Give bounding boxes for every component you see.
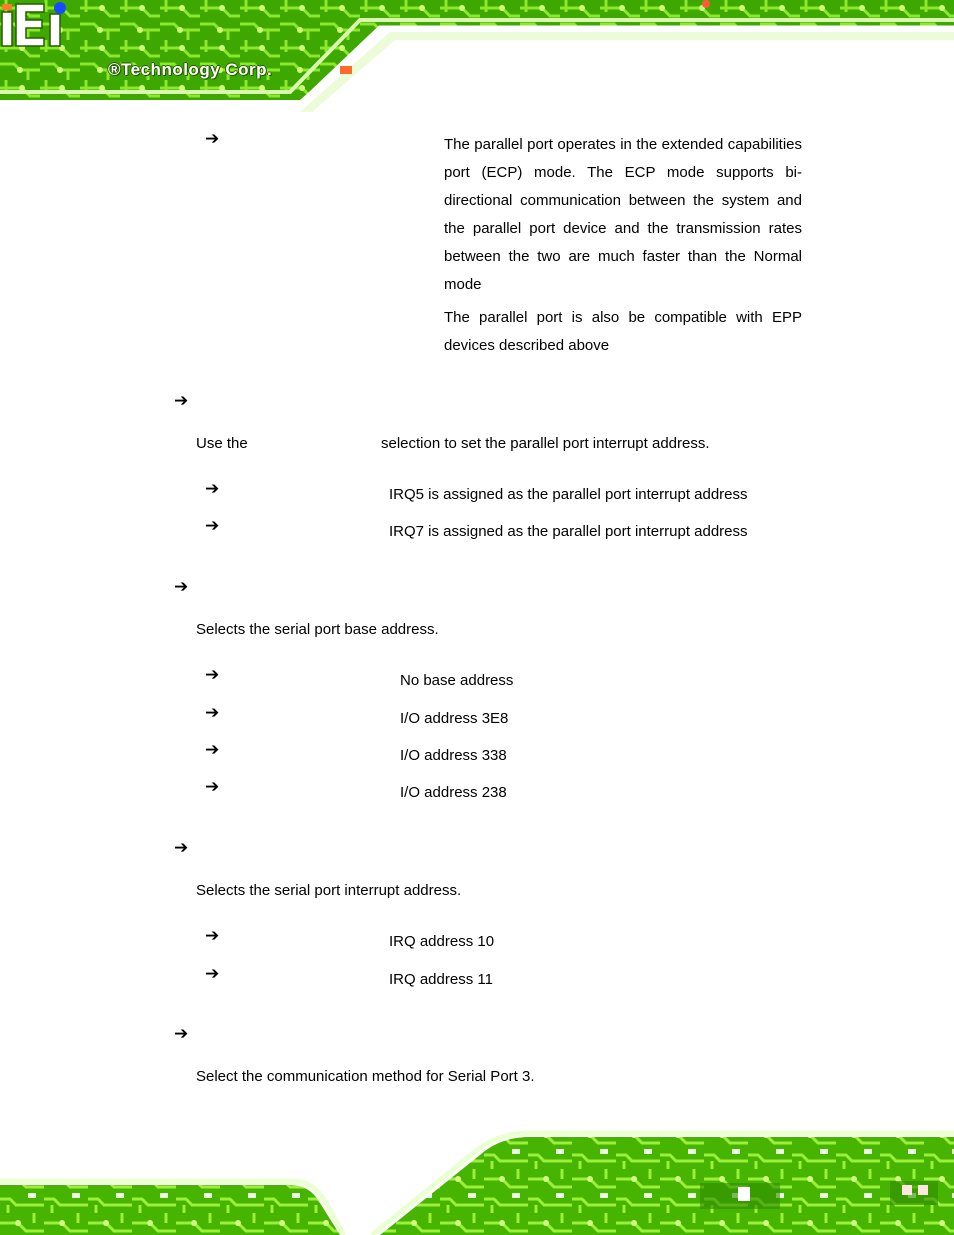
right-arrow-icon: ➔ (205, 516, 220, 536)
parallel-irq-option-irq5: IRQ5 is assigned as the parallel port interrupt address (389, 486, 748, 503)
right-arrow-icon: ➔ (205, 777, 220, 797)
right-arrow-icon: ➔ (205, 479, 220, 499)
serial-base-option-238: I/O address 238 (400, 784, 507, 801)
iei-logo-icon (0, 0, 70, 48)
company-name-logo-text: ®Technology Corp. (108, 60, 273, 79)
right-arrow-icon: ➔ (174, 1024, 189, 1044)
serial-irq-option-11: IRQ address 11 (389, 971, 493, 988)
right-arrow-icon: ➔ (205, 129, 220, 149)
circuit-board-header-graphic (0, 0, 954, 112)
right-arrow-icon: ➔ (205, 703, 220, 723)
page-header-banner (0, 0, 954, 112)
parallel-irq-option-irq7: IRQ7 is assigned as the parallel port interrupt address (389, 523, 748, 540)
page-footer-banner (0, 1125, 954, 1235)
serial-base-option-3e8: I/O address 3E8 (400, 710, 509, 727)
parallel-irq-intro-prefix: Use the (196, 435, 248, 452)
right-arrow-icon: ➔ (205, 964, 220, 984)
ecp-epp-compatibility-paragraph: The parallel port is also be compatible with EPP devices described above (444, 309, 802, 354)
parallel-irq-intro-suffix: selection to set the parallel port interrupt address. (381, 435, 710, 452)
right-arrow-icon: ➔ (174, 838, 189, 858)
right-arrow-icon: ➔ (205, 665, 220, 685)
serial-irq-option-10: IRQ address 10 (389, 933, 495, 950)
serial-irq-intro: Selects the serial port interrupt address. (196, 882, 462, 899)
right-arrow-icon: ➔ (205, 740, 220, 760)
serial-base-option-338: I/O address 338 (400, 747, 507, 764)
ecp-description-paragraph: The parallel port operates in the extended capabilities port (ECP) mode. The ECP mode supports bi-directional communication between the system and the parallel port device and the transmission rates between the two are much faster than the Normal mode (444, 136, 802, 293)
right-arrow-icon: ➔ (174, 391, 189, 411)
right-arrow-icon: ➔ (205, 926, 220, 946)
serial-mode-intro: Select the communication method for Serial Port 3. (196, 1068, 535, 1085)
right-arrow-icon: ➔ (174, 577, 189, 597)
circuit-board-footer-graphic (0, 1125, 954, 1235)
serial-base-intro: Selects the serial port base address. (196, 621, 439, 638)
serial-base-option-none: No base address (400, 672, 514, 689)
